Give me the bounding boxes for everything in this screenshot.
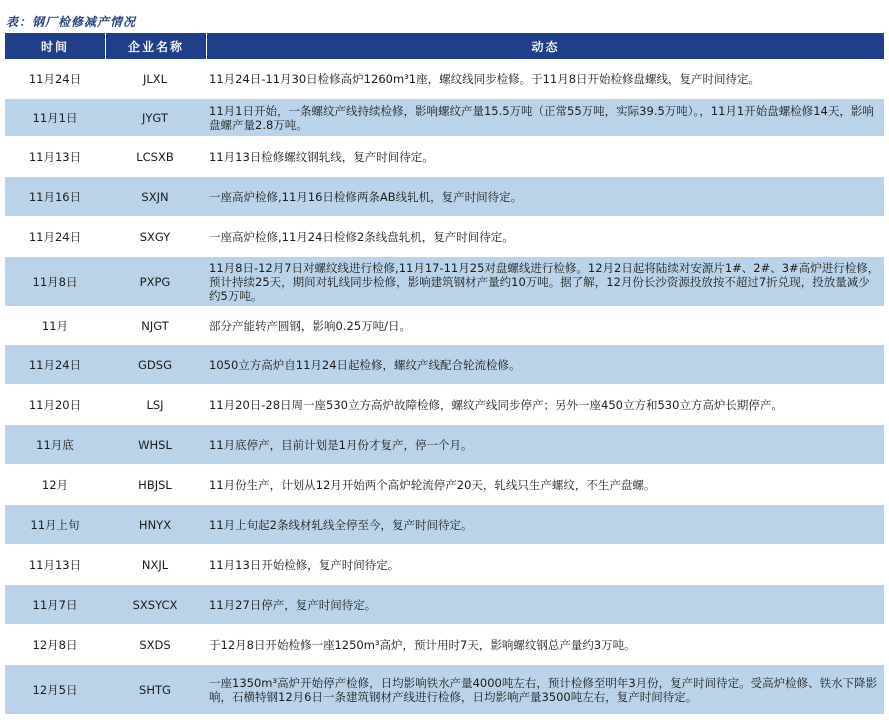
row-status	[205, 59, 884, 98]
table-row	[5, 585, 884, 625]
row-date: 11月24日	[28, 71, 82, 86]
row-status	[205, 307, 884, 344]
row-status	[205, 465, 884, 504]
row-status	[205, 177, 884, 216]
row-company: HBJSL	[138, 477, 172, 492]
table-row	[5, 665, 884, 715]
row-status	[205, 545, 884, 584]
row-company: SHTG	[139, 682, 171, 697]
header-date: 时间	[5, 33, 106, 59]
row-status-text: 11月27日停产，复产时间待定。	[209, 597, 377, 612]
table-row	[5, 307, 884, 345]
row-company: SXDS	[139, 637, 171, 652]
row-date: 11月13日	[28, 557, 82, 572]
header-company: 企业名称	[106, 33, 207, 59]
table-row	[5, 425, 884, 465]
header-status: 动态	[531, 39, 560, 54]
row-status-text: 11月20日-28日周一座530立方高炉故障检修，螺纹产线同步停产；另外一座450立方和530立方高炉长期停产。	[209, 397, 783, 412]
row-status	[205, 137, 884, 176]
row-status	[205, 345, 884, 384]
row-date: 11月	[41, 318, 69, 333]
row-date: 11月8日	[32, 274, 78, 289]
row-company: NJGT	[141, 318, 169, 333]
row-company: LCSXB	[136, 149, 174, 164]
row-date: 12月	[41, 477, 69, 492]
row-date: 11月上旬	[30, 517, 80, 532]
row-status-text: 11月上旬起2条线材轧线全停至今，复产时间待定。	[209, 517, 473, 532]
table-header	[5, 33, 884, 59]
row-company: SXJN	[141, 189, 169, 204]
row-status-text: 11月份生产，计划从12月开始两个高炉轮流停产20天，轧线只生产螺纹，不生产盘螺。	[209, 477, 656, 492]
table-row	[5, 137, 884, 177]
row-company: NXJL	[141, 557, 169, 572]
row-status-text: 11月13日检修螺纹钢轧线，复产时间待定。	[209, 149, 434, 164]
row-company: JYGT	[142, 110, 168, 125]
row-date: 11月16日	[28, 189, 82, 204]
table-row	[5, 465, 884, 505]
table-row	[5, 345, 884, 385]
row-date: 12月5日	[32, 682, 78, 697]
table-row	[5, 217, 884, 257]
table-row	[5, 257, 884, 307]
table-row	[5, 177, 884, 217]
row-status-text: 11月8日-12月7日对螺纹线进行检修,11月17-11月25对盘螺线进行检修。12月2日起将陆续对安源片1#、2#、3#高炉进行检修，预计持续25天，期间对轧线同步检修，影响建筑钢材产量约10万吨。据了解，12月份长沙资源投放按不超过7折兑现，投放量减少约5万吨。	[209, 260, 880, 303]
table-caption: 表：钢厂检修减产情况	[6, 15, 137, 29]
row-date: 11月底	[36, 437, 74, 452]
row-status	[205, 665, 884, 714]
table-row	[5, 59, 884, 99]
row-date: 11月1日	[32, 110, 78, 125]
row-status-text: 1050立方高炉自11月24日起检修，螺纹产线配合轮流检修。	[209, 357, 521, 372]
row-status	[205, 625, 884, 664]
table-row	[5, 545, 884, 585]
row-company: SXSYCX	[132, 597, 178, 612]
row-status	[205, 385, 884, 424]
row-status-text: 11月1日开始，一条螺纹产线持续检修，影响螺纹产量15.5万吨（正常55万吨，实际39.5万吨）。，11月1开始盘螺检修14天，影响盘螺产量2.8万吨。	[209, 103, 874, 132]
row-date: 11月20日	[28, 397, 82, 412]
maintenance-table	[5, 33, 884, 715]
table-row	[5, 505, 884, 545]
row-status	[205, 257, 884, 306]
row-status-text: 11月24日-11月30日检修高炉1260m³1座，螺纹线同步检修。于11月8日开始检修盘螺线，复产时间待定。	[209, 71, 761, 86]
row-status-text: 部分产能转产圆钢，影响0.25万吨/日。	[209, 318, 411, 333]
table-row	[5, 625, 884, 665]
table-row	[5, 99, 884, 137]
row-company: LSJ	[146, 397, 164, 412]
row-status-text: 11月底停产，目前计划是1月份才复产，停一个月。	[209, 437, 473, 452]
row-status-text: 一座1350m³高炉开始停产检修，日均影响铁水产量4000吨左右，预计检修至明年3月份，复产时间待定。受高炉检修、铁水下降影响，石横特钢12月6日一条建筑钢材产线进行检修，日均影响产量3500吨左右，复产时间待定。	[209, 675, 878, 704]
row-status-text: 一座高炉检修,11月24日检修2条线盘轧机，复产时间待定。	[209, 229, 514, 244]
row-company: SXGY	[139, 229, 171, 244]
row-status	[205, 505, 884, 544]
row-date: 12月8日	[32, 637, 78, 652]
row-status-text: 于12月8日开始检修一座1250m³高炉，预计用时7天，影响螺纹钢总产量约3万吨。	[209, 637, 636, 652]
row-company: HNYX	[138, 517, 172, 532]
row-status	[205, 425, 884, 464]
row-date: 11月24日	[28, 229, 82, 244]
row-date: 11月24日	[28, 357, 82, 372]
row-status	[205, 585, 884, 624]
row-company: PXPG	[139, 274, 171, 289]
row-status	[205, 99, 884, 136]
row-date: 11月7日	[32, 597, 78, 612]
row-status-text: 一座高炉检修,11月16日检修两条AB线轧机，复产时间待定。	[209, 189, 523, 204]
row-status	[205, 217, 884, 256]
row-status-text: 11月13日开始检修，复产时间待定。	[209, 557, 400, 572]
row-date: 11月13日	[28, 149, 82, 164]
table-row	[5, 385, 884, 425]
row-company: GDSG	[138, 357, 172, 372]
row-company: JLXL	[142, 71, 168, 86]
row-company: WHSL	[138, 437, 172, 452]
